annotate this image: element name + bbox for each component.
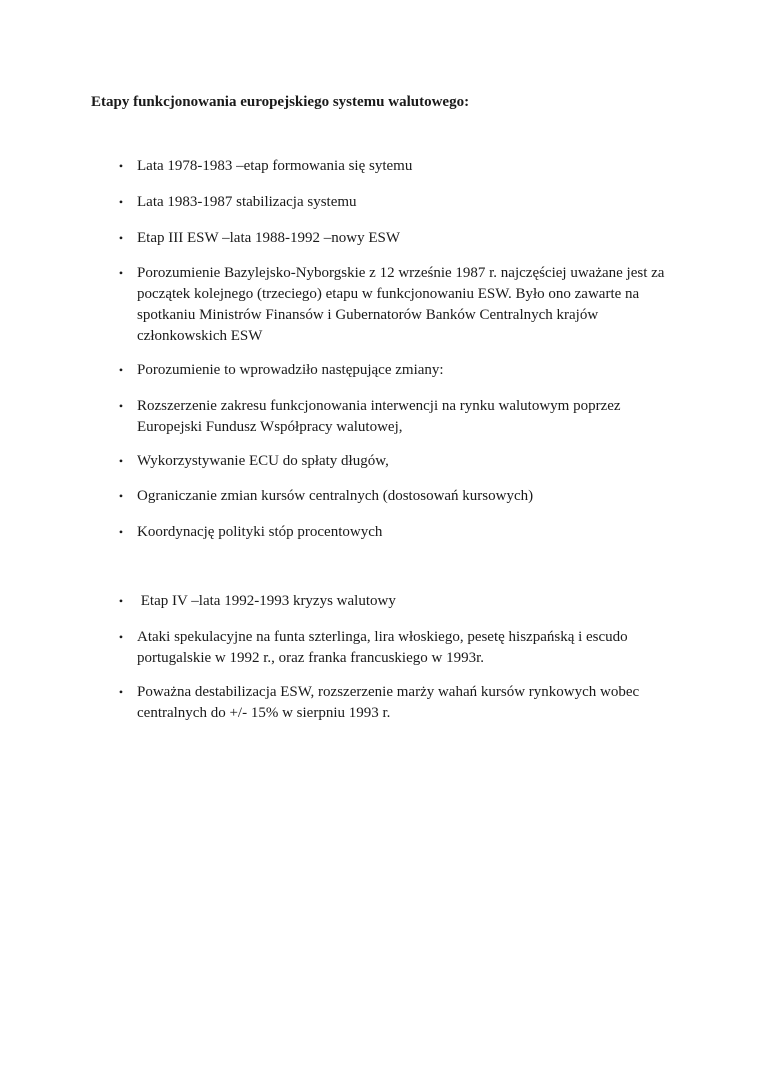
list-item-text: Lata 1978-1983 –etap formowania się sytemu bbox=[137, 158, 413, 174]
list-item-text: Porozumienie Bazylejsko-Nyborgskie z 12 wrześnie 1987 r. najczęściej uważane jest za początek kolejnego (trzeciego) etapu w funkcjonowaniu ESW. Było ono zawarte na spotkaniu Ministrów Finansów i Gubernatorów Banków Centralnych krajów członkowskich ESW bbox=[137, 265, 665, 344]
list-item bbox=[118, 360, 682, 381]
list-item-text: Porozumienie to wprowadziło następujące zmiany: bbox=[137, 362, 444, 378]
list-item-text: Etap IV –lata 1992-1993 kryzys walutowy bbox=[137, 593, 396, 609]
bullet-icon: • bbox=[118, 195, 124, 209]
bullet-icon: • bbox=[118, 266, 124, 280]
list-item bbox=[118, 591, 682, 612]
bullet-icon: • bbox=[118, 685, 124, 699]
list-item-text: Wykorzystywanie ECU do spłaty długów, bbox=[137, 453, 389, 469]
bullet-icon: • bbox=[118, 231, 124, 245]
list-item bbox=[118, 522, 682, 543]
bullet-icon: • bbox=[118, 363, 124, 377]
list-item bbox=[118, 682, 682, 724]
list-item bbox=[118, 192, 682, 213]
bullet-icon: • bbox=[118, 594, 124, 608]
list-item bbox=[118, 486, 682, 507]
bullet-icon: • bbox=[118, 525, 124, 539]
list-item-text: Ograniczanie zmian kursów centralnych (dostosowań kursowych) bbox=[137, 488, 534, 504]
list-item-text: Poważna destabilizacja ESW, rozszerzenie marży wahań kursów rynkowych wobec centralnych do +/- 15% w sierpniu 1993 r. bbox=[137, 684, 640, 721]
list-item-text: Rozszerzenie zakresu funkcjonowania interwencji na rynku walutowym poprzez Europejski Fundusz Współpracy walutowej, bbox=[137, 398, 621, 435]
list-item bbox=[118, 396, 682, 438]
list-item-text: Koordynację polityki stóp procentowych bbox=[137, 524, 383, 540]
list-item bbox=[118, 451, 682, 472]
bullet-icon: • bbox=[118, 454, 124, 468]
bullet-icon: • bbox=[118, 399, 124, 413]
bullet-icon: • bbox=[118, 630, 124, 644]
list-item-text: Ataki spekulacyjne na funta szterlinga, lira włoskiego, pesetę hiszpańską i escudo portugalskie w 1992 r., oraz franka francuskiego w 1993r. bbox=[137, 629, 628, 666]
list-item bbox=[118, 156, 682, 177]
list-item-text: Lata 1983-1987 stabilizacja systemu bbox=[137, 194, 357, 210]
bullet-icon: • bbox=[118, 489, 124, 503]
list-item-text: Etap III ESW –lata 1988-1992 –nowy ESW bbox=[137, 230, 401, 246]
list-item bbox=[118, 228, 682, 249]
bullet-icon: • bbox=[118, 159, 124, 173]
list-item bbox=[118, 263, 682, 347]
document-title: Etapy funkcjonowania europejskiego systemu walutowego: bbox=[91, 94, 470, 110]
list-item bbox=[118, 627, 682, 669]
